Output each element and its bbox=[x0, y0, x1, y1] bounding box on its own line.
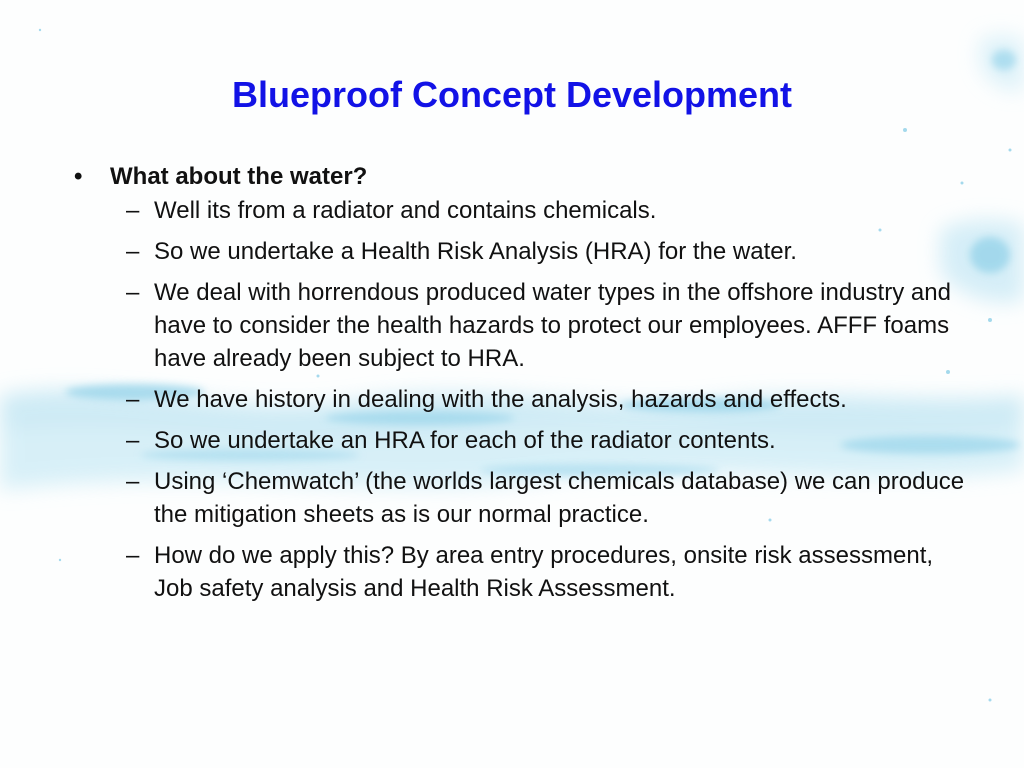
bullet-marker: • bbox=[74, 163, 83, 190]
sub-bullet-item bbox=[70, 276, 970, 375]
sub-bullet-item bbox=[70, 539, 970, 605]
sub-bullet-text: Using ‘Chemwatch’ (the worlds largest chemicals database) we can produce the mitigation sheets as is our normal practice. bbox=[154, 468, 965, 528]
dash-marker: – bbox=[126, 238, 140, 265]
dash-marker: – bbox=[126, 542, 140, 569]
sub-bullet-item bbox=[70, 424, 970, 457]
slide-content bbox=[70, 160, 970, 613]
sub-bullet-item bbox=[70, 465, 970, 531]
slide-title: Blueproof Concept Development bbox=[231, 74, 793, 115]
dash-marker: – bbox=[126, 427, 140, 454]
dash-marker: – bbox=[126, 468, 140, 495]
dash-marker: – bbox=[126, 197, 140, 224]
sub-bullet-text: How do we apply this? By area entry procedures, onsite risk assessment, Job safety analysis and Health Risk Assessment. bbox=[154, 542, 934, 602]
sub-bullet-text: So we undertake a Health Risk Analysis (HRA) for the water. bbox=[154, 238, 797, 265]
main-bullet-text: What about the water? bbox=[110, 163, 368, 190]
sub-bullet-text: We have history in dealing with the analysis, hazards and effects. bbox=[154, 386, 847, 413]
sub-bullet-item bbox=[70, 383, 970, 416]
sub-bullet-item bbox=[70, 194, 970, 227]
sub-bullet-text: We deal with horrendous produced water types in the offshore industry and have to consider the health hazards to protect our employees. AFFF foams have already been subject to HRA. bbox=[154, 279, 951, 372]
dash-marker: – bbox=[126, 386, 140, 413]
sub-bullet-text: So we undertake an HRA for each of the radiator contents. bbox=[154, 427, 776, 454]
sub-bullet-item bbox=[70, 235, 970, 268]
sub-bullet-text: Well its from a radiator and contains chemicals. bbox=[154, 197, 657, 224]
main-bullet bbox=[70, 160, 970, 193]
sub-bullet-list bbox=[70, 194, 970, 605]
dash-marker: – bbox=[126, 279, 140, 306]
